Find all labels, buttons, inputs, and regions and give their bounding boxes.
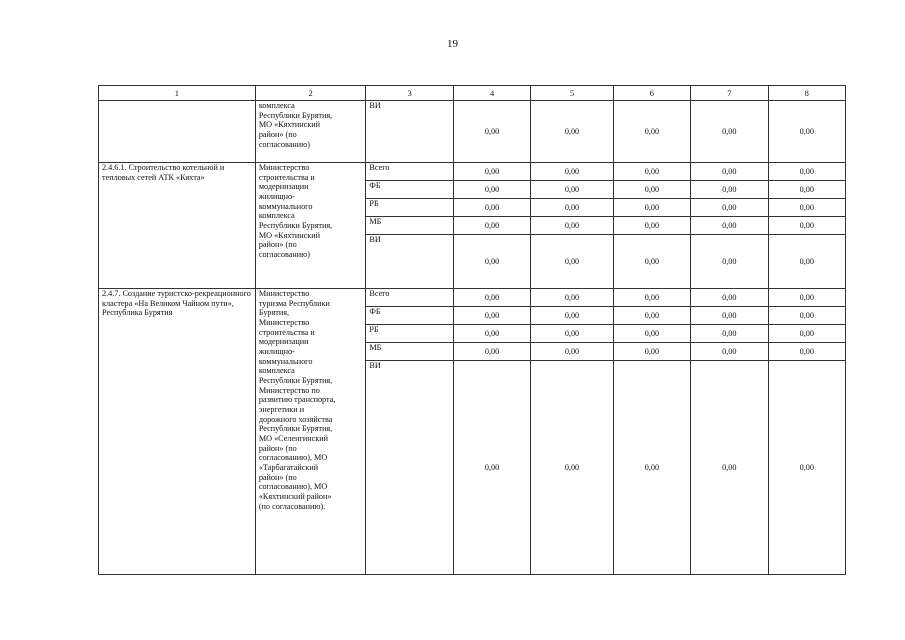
value-cell: 0,00 bbox=[768, 307, 845, 325]
value-cell: 0,00 bbox=[453, 217, 530, 235]
table-row bbox=[99, 101, 846, 163]
source-cell: ВИ bbox=[366, 101, 453, 163]
source-cell: ВИ bbox=[366, 361, 453, 575]
value-cell: 0,00 bbox=[691, 163, 768, 181]
measure-name-cell bbox=[99, 101, 256, 163]
table-row bbox=[99, 289, 846, 307]
value-cell: 0,00 bbox=[613, 361, 690, 575]
value-cell: 0,00 bbox=[453, 163, 530, 181]
value-cell: 0,00 bbox=[691, 343, 768, 361]
value-cell: 0,00 bbox=[531, 235, 613, 289]
budget-table bbox=[98, 85, 846, 575]
value-cell: 0,00 bbox=[613, 163, 690, 181]
value-cell: 0,00 bbox=[768, 325, 845, 343]
value-cell: 0,00 bbox=[531, 289, 613, 307]
source-cell: ФБ bbox=[366, 181, 453, 199]
value-cell: 0,00 bbox=[691, 217, 768, 235]
value-cell: 0,00 bbox=[453, 325, 530, 343]
source-cell: ФБ bbox=[366, 307, 453, 325]
value-cell: 0,00 bbox=[691, 325, 768, 343]
value-cell: 0,00 bbox=[531, 325, 613, 343]
value-cell: 0,00 bbox=[453, 181, 530, 199]
executor-cell: комплекса Республики Бурятия, МО «Кяхтинский район» (по согласованию) bbox=[255, 101, 366, 163]
header-cell: 1 bbox=[99, 86, 256, 101]
header-row bbox=[99, 86, 846, 101]
measure-name-cell: 2.4.6.1. Строительство котельной и тепловых сетей АТК «Кяхта» bbox=[99, 163, 256, 289]
source-cell: РБ bbox=[366, 325, 453, 343]
value-cell: 0,00 bbox=[613, 217, 690, 235]
value-cell: 0,00 bbox=[531, 163, 613, 181]
value-cell: 0,00 bbox=[613, 289, 690, 307]
value-cell: 0,00 bbox=[613, 235, 690, 289]
value-cell: 0,00 bbox=[531, 307, 613, 325]
value-cell: 0,00 bbox=[453, 235, 530, 289]
value-cell: 0,00 bbox=[768, 101, 845, 163]
value-cell: 0,00 bbox=[531, 181, 613, 199]
source-cell: Всего bbox=[366, 163, 453, 181]
table-row bbox=[99, 163, 846, 181]
page-number: 19 bbox=[447, 38, 458, 50]
value-cell: 0,00 bbox=[613, 343, 690, 361]
header-cell: 6 bbox=[613, 86, 690, 101]
source-cell: МБ bbox=[366, 343, 453, 361]
source-cell: Всего bbox=[366, 289, 453, 307]
source-cell: МБ bbox=[366, 217, 453, 235]
value-cell: 0,00 bbox=[453, 343, 530, 361]
header-cell: 4 bbox=[453, 86, 530, 101]
value-cell: 0,00 bbox=[613, 199, 690, 217]
value-cell: 0,00 bbox=[453, 289, 530, 307]
value-cell: 0,00 bbox=[531, 217, 613, 235]
value-cell: 0,00 bbox=[531, 101, 613, 163]
header-cell: 8 bbox=[768, 86, 845, 101]
value-cell: 0,00 bbox=[531, 199, 613, 217]
value-cell: 0,00 bbox=[613, 101, 690, 163]
value-cell: 0,00 bbox=[453, 307, 530, 325]
executor-cell: Министерство строительства и модернизации жилищно- коммунального комплекса Республики Бурятия, МО «Кяхтинский район» (по согласованию) bbox=[255, 163, 366, 289]
value-cell: 0,00 bbox=[613, 181, 690, 199]
header-cell: 3 bbox=[366, 86, 453, 101]
value-cell: 0,00 bbox=[768, 217, 845, 235]
value-cell: 0,00 bbox=[768, 289, 845, 307]
value-cell: 0,00 bbox=[768, 361, 845, 575]
source-cell: РБ bbox=[366, 199, 453, 217]
value-cell: 0,00 bbox=[768, 163, 845, 181]
executor-cell: Министерство туризма Республики Бурятия, Министерство строительства и модернизации жилищно- коммунального комплекса Республики Бурятия, Министерство по развитию транспорта, энергетики и дорожного хозяйства Республики Бурятия, МО «Селенгинский район» (по согласованию), МО «Тарбагатайский район» (по согласованию), МО «Кяхтинский район» (по согласованию). bbox=[255, 289, 366, 575]
value-cell: 0,00 bbox=[691, 101, 768, 163]
value-cell: 0,00 bbox=[691, 289, 768, 307]
value-cell: 0,00 bbox=[453, 101, 530, 163]
value-cell: 0,00 bbox=[453, 361, 530, 575]
measure-name-cell: 2.4.7. Создание туристско-рекреационного кластера «На Великом Чайном пути», Республика Бурятия bbox=[99, 289, 256, 575]
value-cell: 0,00 bbox=[691, 361, 768, 575]
value-cell: 0,00 bbox=[613, 307, 690, 325]
value-cell: 0,00 bbox=[691, 181, 768, 199]
source-cell: ВИ bbox=[366, 235, 453, 289]
value-cell: 0,00 bbox=[768, 343, 845, 361]
value-cell: 0,00 bbox=[531, 343, 613, 361]
header-cell: 7 bbox=[691, 86, 768, 101]
header-cell: 2 bbox=[255, 86, 366, 101]
value-cell: 0,00 bbox=[453, 199, 530, 217]
value-cell: 0,00 bbox=[691, 199, 768, 217]
value-cell: 0,00 bbox=[691, 307, 768, 325]
value-cell: 0,00 bbox=[613, 325, 690, 343]
value-cell: 0,00 bbox=[768, 199, 845, 217]
value-cell: 0,00 bbox=[768, 235, 845, 289]
value-cell: 0,00 bbox=[691, 235, 768, 289]
header-cell: 5 bbox=[531, 86, 613, 101]
value-cell: 0,00 bbox=[531, 361, 613, 575]
value-cell: 0,00 bbox=[768, 181, 845, 199]
